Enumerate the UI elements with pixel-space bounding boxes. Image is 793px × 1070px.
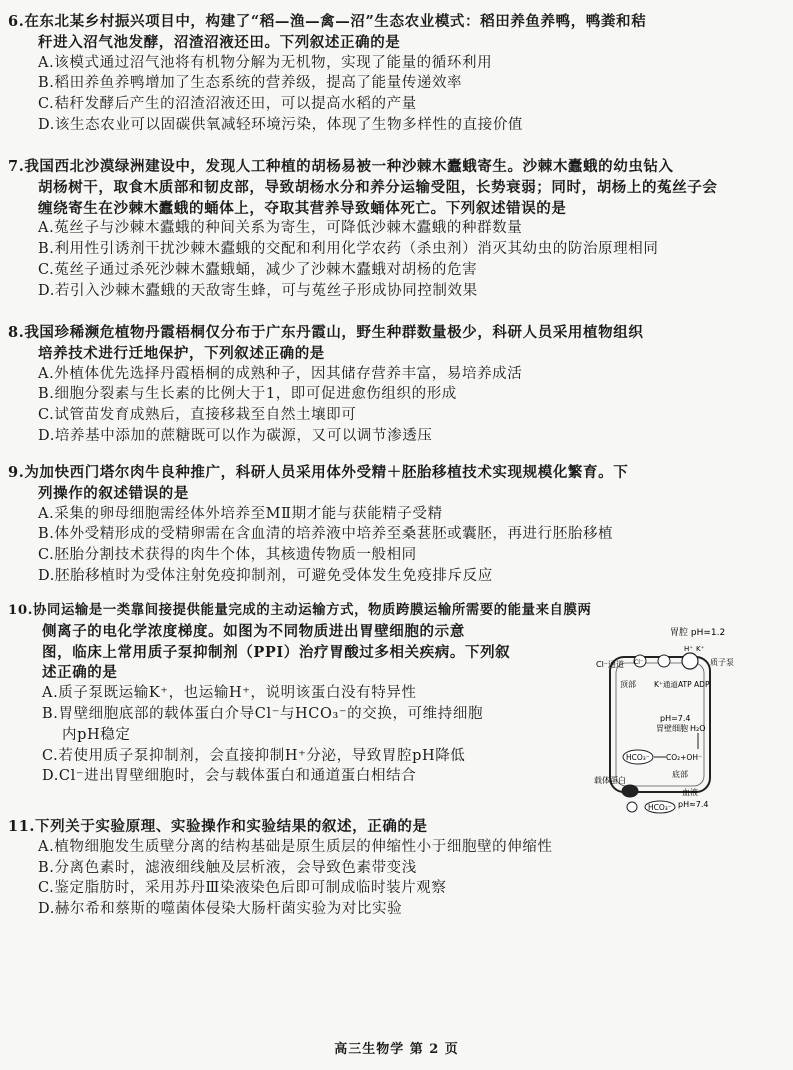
k-ion-label: K⁺ xyxy=(696,645,705,653)
k-channel-label: K⁺通道 xyxy=(654,680,678,689)
question-11-option: A.植物细胞发生质壁分离的结构基础是原生质层的伸缩性小于细胞壁的伸缩性 xyxy=(38,838,553,855)
question-6-option: A.该模式通过沼气池将有机物分解为无机物，实现了能量的循环利用 xyxy=(38,54,493,71)
question-10-option: A.质子泵既运输K⁺，也运输H⁺，说明该蛋白没有特异性 xyxy=(42,685,417,702)
question-9-option: C.胚胎分割技术获得的肉牛个体，其核遗传物质一般相同 xyxy=(38,547,417,564)
question-8-option: B.细胞分裂素与生长素的比例大于1，即可促进愈伤组织的形成 xyxy=(38,386,457,403)
question-7-option: C.菟丝子通过杀死沙棘木蠹蛾蛹，减少了沙棘木蠹蛾对胡杨的危害 xyxy=(38,262,478,278)
question-10-option: B.胃壁细胞底部的载体蛋白介导Cl⁻与HCO₃⁻的交换，可维持细胞 xyxy=(42,706,484,722)
question-6-option: B.稻田养鱼养鸭增加了生态系统的营养级，提高了能量传递效率 xyxy=(38,75,463,92)
proton-pump-label: 质子泵 xyxy=(710,658,734,667)
question-6-option: C.秸秆发酵后产生的沼渣沼液还田，可以提高水稻的产量 xyxy=(38,96,417,113)
question-9-option: A.采集的卵母细胞需经体外培养至MⅡ期才能与获能精子受精 xyxy=(38,505,443,522)
question-8-stem-line: 培养技术进行迁地保护，下列叙述正确的是 xyxy=(38,344,325,362)
question-11-option: C.鉴定脂肪时，采用苏丹Ⅲ染液染色后即可制成临时装片观察 xyxy=(38,880,447,897)
co2-oh-label: CO₂+OH⁻ xyxy=(666,753,702,762)
k-channel-icon xyxy=(658,655,670,667)
blood-label: 血液 xyxy=(682,788,698,797)
question-6-option: D.该生态农业可以固碳供氧减轻环境污染，体现了生物多样性的直接价值 xyxy=(38,117,524,133)
question-10-option: D.Cl⁻进出胃壁细胞时，会与载体蛋白和通道蛋白相结合 xyxy=(42,768,417,785)
hco3-inner-label: HCO₃⁻ xyxy=(626,753,650,762)
question-9-stem-line: 列操作的叙述错误的是 xyxy=(38,484,189,502)
carrier-protein-icon xyxy=(622,785,638,797)
question-10-stem-line: 侧离子的电化学浓度梯度。如图为不同物质进出胃壁细胞的示意 xyxy=(42,622,465,640)
lumen-label: 胃腔 pH=1.2 xyxy=(670,628,726,638)
question-10-stem-line: 述正确的是 xyxy=(42,664,118,682)
carrier-label: 载体蛋白 xyxy=(594,776,626,785)
question-7-stem-line: 7.我国西北沙漠绿洲建设中，发现人工种植的胡杨易被一种沙棘木蠹蛾寄生。沙棘木蠹蛾的幼虫钻入 xyxy=(8,158,674,175)
footer-text: 高三生物学 第 2 页 xyxy=(334,1042,459,1057)
question-8-option: A.外植体优先选择丹霞梧桐的成熟种子，因其储存营养丰富，易培养成活 xyxy=(38,365,523,382)
h-ion-label: H⁺ xyxy=(684,645,693,653)
question-10-option: 内pH稳定 xyxy=(62,726,131,743)
question-10-stem-line: 图，临床上常用质子泵抑制剂（PPI）治疗胃酸过多相关疾病。下列叙 xyxy=(42,643,511,661)
question-7-option: D.若引入沙棘木蠹蛾的天敌寄生蜂，可与菟丝子形成协同控制效果 xyxy=(38,282,478,299)
question-11-option: D.赫尔希和蔡斯的噬菌体侵染大肠杆菌实验为对比实验 xyxy=(38,901,403,918)
question-9-option: D.胚胎移植时为受体注射免疫抑制剂，可避免受体发生免疫排斥反应 xyxy=(38,568,493,584)
question-10-option: C.若使用质子泵抑制剂，会直接抑制H⁺分泌，导致胃腔pH降低 xyxy=(42,747,466,764)
proton-pump-icon xyxy=(682,653,698,669)
question-10-stem-line: 10.协同运输是一类靠间接提供能量完成的主动运输方式，物质跨膜运输所需要的能量来自膜两 xyxy=(8,602,592,618)
question-7-option: A.菟丝子与沙棘木蠹蛾的种间关系为寄生，可降低沙棘木蠹蛾的种群数量 xyxy=(38,220,523,237)
top-label: 顶部 xyxy=(620,680,636,689)
question-8-option: D.培养基中添加的蔗糖既可以作为碳源，又可以调节渗透压 xyxy=(38,428,433,444)
question-7-stem-line: 胡杨树干，取食木质部和韧皮部，导致胡杨水分和养分运输受阻，长势衰弱；同时，胡杨上的菟丝子会 xyxy=(38,178,718,196)
question-9-stem-line: 9.为加快西门塔尔肉牛良种推广，科研人员采用体外受精＋胚胎移植技术实现规模化繁育。下 xyxy=(8,464,629,481)
question-7-option: B.利用性引诱剂干扰沙棘木蠹蛾的交配和利用化学农药（杀虫剂）消灭其幼虫的防治原理相同 xyxy=(38,241,659,258)
question-6-stem-line: 秆进入沼气池发酵，沼渣沼液还田。下列叙述正确的是 xyxy=(38,33,401,51)
blood-ph-label: pH≈7.4 xyxy=(678,800,709,809)
question-6-stem-line: 6.在东北某乡村振兴项目中，构建了“稻—渔—禽—沼”生态农业模式：稻田养鱼养鸭，鸭粪和秸 xyxy=(8,13,647,30)
parietal-cell-diagram xyxy=(594,625,746,815)
bottom-label: 底部 xyxy=(672,770,688,779)
cl-ion-label: Cl⁻ xyxy=(634,659,644,666)
question-8-stem-line: 8.我国珍稀濒危植物丹霞梧桐仅分布于广东丹霞山，野生种群数量极少，科研人员采用植物组织 xyxy=(8,324,644,341)
cell-ph-label: pH=7.4 xyxy=(660,714,691,723)
question-11-option: B.分离色素时，滤液细线触及层析液，会导致色素带变浅 xyxy=(38,859,417,876)
question-7-stem-line: 缠绕寄生在沙棘木蠹蛾的蛹体上，夺取其营养导致蛹体死亡。下列叙述错误的是 xyxy=(38,199,567,217)
cl-channel-label: Cl⁻通道 xyxy=(596,660,625,669)
question-9-option: B.体外受精形成的受精卵需在含血清的培养液中培养至桑葚胚或囊胚，再进行胚胎移植 xyxy=(38,526,614,543)
water-label: H₂O xyxy=(690,724,706,733)
cell-name-label: 胃壁细胞 xyxy=(656,724,688,733)
blood-cl-icon xyxy=(627,802,637,812)
atp-adp-label: ATP ADP xyxy=(678,680,710,689)
question-8-option: C.试管苗发育成熟后，直接移栽至自然土壤即可 xyxy=(38,407,357,424)
page-footer xyxy=(0,1038,793,1057)
hco3-blood-label: HCO₃⁻ xyxy=(648,803,672,812)
question-11-stem-line: 11.下列关于实验原理、实验操作和实验结果的叙述，正确的是 xyxy=(8,818,428,835)
